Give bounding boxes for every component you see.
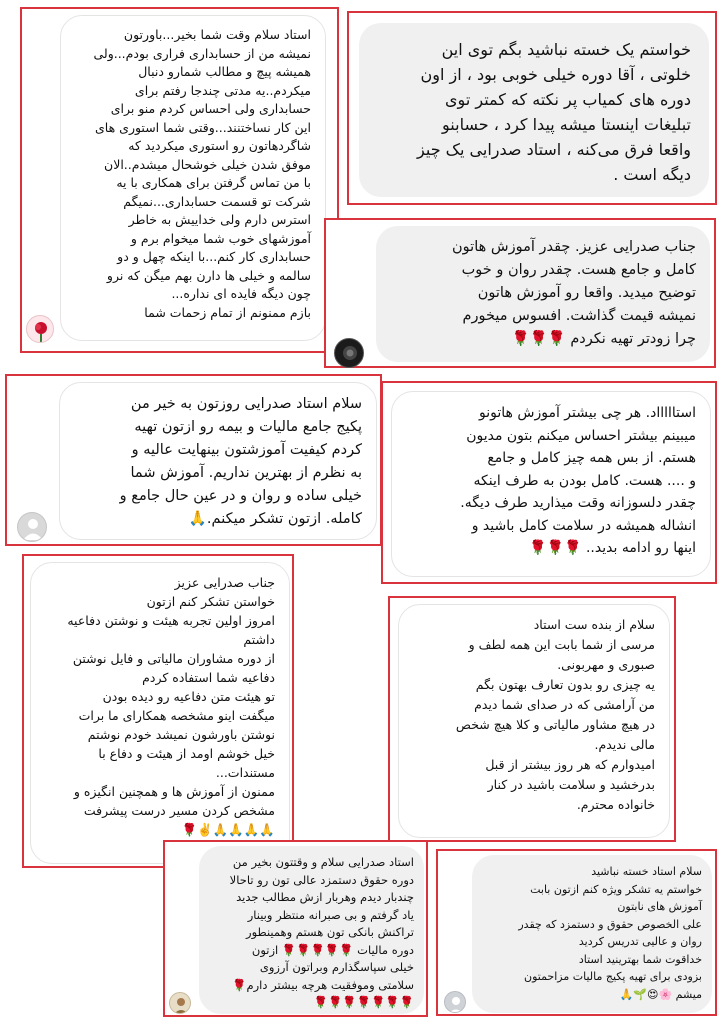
comment-bubble: سلام استاد خسته نباشید خواستم یه تشکر ویژه کنم ازتون بابت آموزش های نابتون علی الخصوص حقوق و دستمزد که چقدر روان و عالیی تدریس کردید خداقوت شما بهترینید استاد بزودی برای تهیه پکیج مالیات مزاحمتون میشم 🌸😍🌱🙏 [472, 855, 712, 1013]
photo-avatar-icon [169, 992, 191, 1014]
comment-bubble: سلام از بنده ست استاد مرسی از شما بابت این همه لطف و صبوری و مهربونی. یه چیزی رو بدون تعارف بهتون بگم من آرامشی که در صدای شما دیدم در هیچ مشاور مالیاتی و کلا هیچ شخص مالی ندیدم. امیدوارم که هر روز بیشتر از قبل بدرخشید و سلامت باشید در کنار خانواده محترم. [398, 604, 670, 838]
comment-bubble: استاد صدرایی سلام و وقتتون بخیر من دوره حقوق دستمزد عالی تون رو تاحالا چندبار دیدم وهربار ازش مطالب جدید یاد گرفتم و بی صبرانه منتظر وبینار تراکنش بانکی تون هستم وهمینطور دوره مالیات 🌹🌹🌹🌹🌹 ازتون خیلی سپاسگذارم وبراتون آرزوی سلامتی وموفقیت هرچه بیشتر دارم🌹 🌹🌹🌹🌹🌹🌹🌹 [199, 846, 424, 1014]
comment-bubble: استاااااد. هر چی بیشتر آموزش هاتونو میبینم بیشتر احساس میکنم بتون مدیون هستم. از بس همه چیز کامل و جامع و .... هست. کامل بودن به طرف اینکه چقدر دلسوزانه وقت میذارید طرف دیگه. انشاله همیشه در سلامت کامل باشید و اینها رو ادامه بدید.. 🌹🌹🌹 [391, 391, 711, 577]
default-avatar-icon [17, 512, 47, 542]
comment-bubble: سلام استاد صدرایی روزتون به خیر من پکیج جامع مالیات و بیمه رو ازتون تهیه کردم کیفیت آموزشتون بینهایت عالیه و به نظرم از بهترین نداریم. آموزش شما خیلی ساده و روان و در عین حال جامع و کامله. ازتون تشکر میکنم.🙏 [59, 382, 377, 540]
comment-card [381, 381, 717, 584]
small-avatar-icon [444, 991, 466, 1013]
comment-card [436, 849, 717, 1016]
comment-bubble: استاد سلام وقت شما بخیر...باورتون نمیشه من از حسابداری فراری بودم...ولی همیشه پیچ و مطالب شمارو دنبال میکردم..یه مدتی چندجا رفتم برای حسابداری ولی احساس کردم منو برای این کار نساختنند...وقتی شما استوری های شاگردهاتون رو استوری میکردید که موفق شدن خیلی خوشحال میشدم..الان با من تماس گرفتن برای همکاری با یه شرکت تو قسمت حسابداری...نمیگم استرس دارم ولی خداییش به خاطر آموزشهای خوب شما میخوام برم و حسابداری کار کنم...با اینکه چهل و دو سالمه و خیلی ها دارن بهم میگن که نرو چون دیگه فایده ای نداره... بازم ممنونم از تمام زحمات شما [60, 15, 326, 341]
comment-card [388, 596, 676, 842]
comment-card [347, 11, 717, 205]
comment-bubble: جناب صدرایی عزیز. چقدر آموزش هاتون کامل و جامع هست. چقدر روان و خوب توضیح میدید. واقعا رو آموزش هاتون نمیشه قیمت گذاشت. افسوس میخورم چرا زودتر تهیه نکردم 🌹🌹🌹 [376, 226, 710, 362]
comment-card [324, 218, 716, 368]
comment-card [5, 374, 382, 546]
comment-card [163, 840, 428, 1017]
comment-card [20, 7, 339, 353]
comment-bubble: جناب صدرایی عزیز خواستن تشکر کنم ازتون امروز اولین تجربه هیئت و نوشتن دفاعیه داشتم از دوره مشاوران مالیاتی و فایل نوشتن دفاعیه شما استفاده کردم تو هیئت متن دفاعیه رو دیده بودن میگفت اینو مشخصه همکارای ما برات نوشتن باورشون نمیشد خودم نوشتم خیل خوشم اومد از هیئت و دفاع با مستندات... ممنون از آموزش ها و همچنین انگیزه و مشخص کردن مسیر درست پیشرفت 🙏🙏🙏🙏✌️🌹 [30, 562, 290, 864]
comment-bubble: خواستم یک خسته نباشید بگم توی این خلوتی ، آقا دوره خیلی خوبی بود ، از اون دوره های کمیاب پر نکته که کمتر توی تبلیغات اینستا میشه پیدا کرد ، حسابنو واقعا فرق می‌کنه ، استاد صدرایی یک چیز دیگه است . [359, 23, 709, 197]
rose-avatar-icon [26, 315, 54, 343]
comment-card [22, 554, 294, 868]
dark-rose-avatar-icon [334, 338, 364, 368]
